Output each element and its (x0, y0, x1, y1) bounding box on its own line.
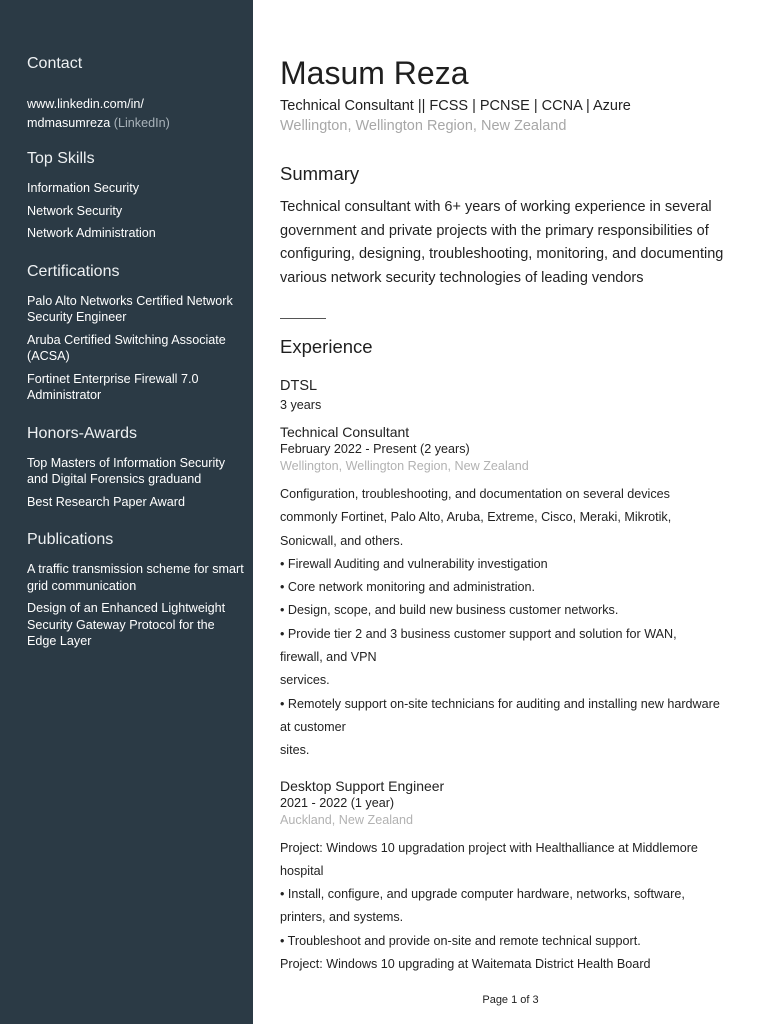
contact-section (27, 54, 245, 132)
skill-item: Information Security (27, 181, 139, 195)
role-description-line: Project: Windows 10 upgrading at Waitemata District Health Board (280, 957, 651, 972)
honor-item: Best Research Paper Award (27, 494, 185, 509)
role-location: Wellington, Wellington Region, New Zealand (280, 459, 529, 473)
publications-section (27, 530, 245, 650)
certification-item: Fortinet Enterprise Firewall 7.0 Administrator (27, 371, 199, 402)
role-description-line: Sonicwall, and others. (280, 533, 404, 548)
role-title: Desktop Support Engineer (280, 777, 445, 794)
headline: Technical Consultant || FCSS | PCNSE | CCNA | Azure (280, 98, 631, 114)
company-name: DTSL (280, 378, 318, 394)
certification-item: Palo Alto Networks Certified Network Security Engineer (27, 293, 233, 324)
role-description-line: commonly Fortinet, Palo Alto, Aruba, Extreme, Cisco, Meraki, Mikrotik, (280, 510, 672, 525)
company-duration: 3 years (280, 398, 322, 412)
role-description-line: • Install, configure, and upgrade computer hardware, networks, software, (280, 887, 685, 902)
role-description-line: printers, and systems. (280, 910, 404, 925)
linkedin-url-line2[interactable]: mdmasumreza (27, 115, 111, 130)
honor-item: Top Masters of Information Security and Digital Forensics graduand (27, 455, 226, 486)
role-description-line: • Provide tier 2 and 3 business customer support and solution for WAN, (280, 626, 677, 641)
linkedin-url-line1[interactable]: www.linkedin.com/in/ (27, 97, 144, 111)
role-description-line: • Troubleshoot and provide on-site and remote technical support. (280, 933, 641, 948)
role-entry (280, 423, 750, 763)
linkedin-label: (LinkedIn) (113, 115, 170, 130)
publication-item: A traffic transmission scheme for smart grid communication (27, 562, 244, 593)
certifications-section (27, 262, 245, 404)
certifications-heading: Certifications (27, 262, 120, 280)
role-description-line: at customer (280, 719, 346, 734)
contact-heading: Contact (27, 55, 83, 72)
skill-item: Network Administration (27, 226, 156, 240)
role-location: Auckland, New Zealand (280, 812, 414, 827)
page-number: Page 1 of 3 (482, 994, 539, 1006)
honors-section (27, 424, 245, 511)
section-divider (280, 318, 326, 319)
role-description-line: • Firewall Auditing and vulnerability investigation (280, 556, 548, 571)
top-skills-heading: Top Skills (27, 150, 95, 167)
role-description-line: • Design, scope, and build new business customer networks. (280, 603, 619, 618)
certification-item: Aruba Certified Switching Associate (ACSA) (27, 332, 226, 363)
role-description-line: firewall, and VPN (280, 650, 377, 665)
summary-heading: Summary (280, 163, 360, 184)
role-description-line: sites. (280, 743, 310, 758)
sidebar (0, 0, 253, 1024)
role-dates: 2021 - 2022 (1 year) (280, 795, 395, 810)
summary-text: Technical consultant with 6+ years of working experience in several government and private projects with the primary responsibilities of configuring, designing, troubleshooting, monitoring, and documenting various network security technologies of leading vendors (280, 199, 724, 286)
role-description-line: hospital (280, 863, 324, 878)
location: Wellington, Wellington Region, New Zealand (280, 118, 567, 134)
role-description-line: Project: Windows 10 upgradation project with Healthalliance at Middlemore (280, 840, 698, 855)
linkedin-link[interactable] (27, 95, 245, 132)
role-description-line: • Core network monitoring and administration. (280, 580, 536, 595)
publications-heading: Publications (27, 531, 114, 548)
experience-section (280, 376, 750, 990)
experience-heading: Experience (280, 336, 373, 357)
publication-item: Design of an Enhanced Lightweight Security Gateway Protocol for the Edge Layer (27, 601, 226, 648)
skill-item: Network Security (27, 203, 123, 218)
role-description-line: services. (280, 673, 330, 688)
honors-heading: Honors-Awards (27, 424, 137, 442)
role-entry (280, 777, 750, 977)
person-name: Masum Reza (280, 55, 469, 91)
role-description-line: Configuration, troubleshooting, and documentation on several devices (280, 487, 670, 501)
role-dates: February 2022 - Present (2 years) (280, 442, 470, 456)
top-skills-section (27, 149, 245, 242)
role-title: Technical Consultant (280, 424, 410, 440)
role-description-line: • Remotely support on-site technicians for auditing and installing new hardware (280, 696, 720, 711)
